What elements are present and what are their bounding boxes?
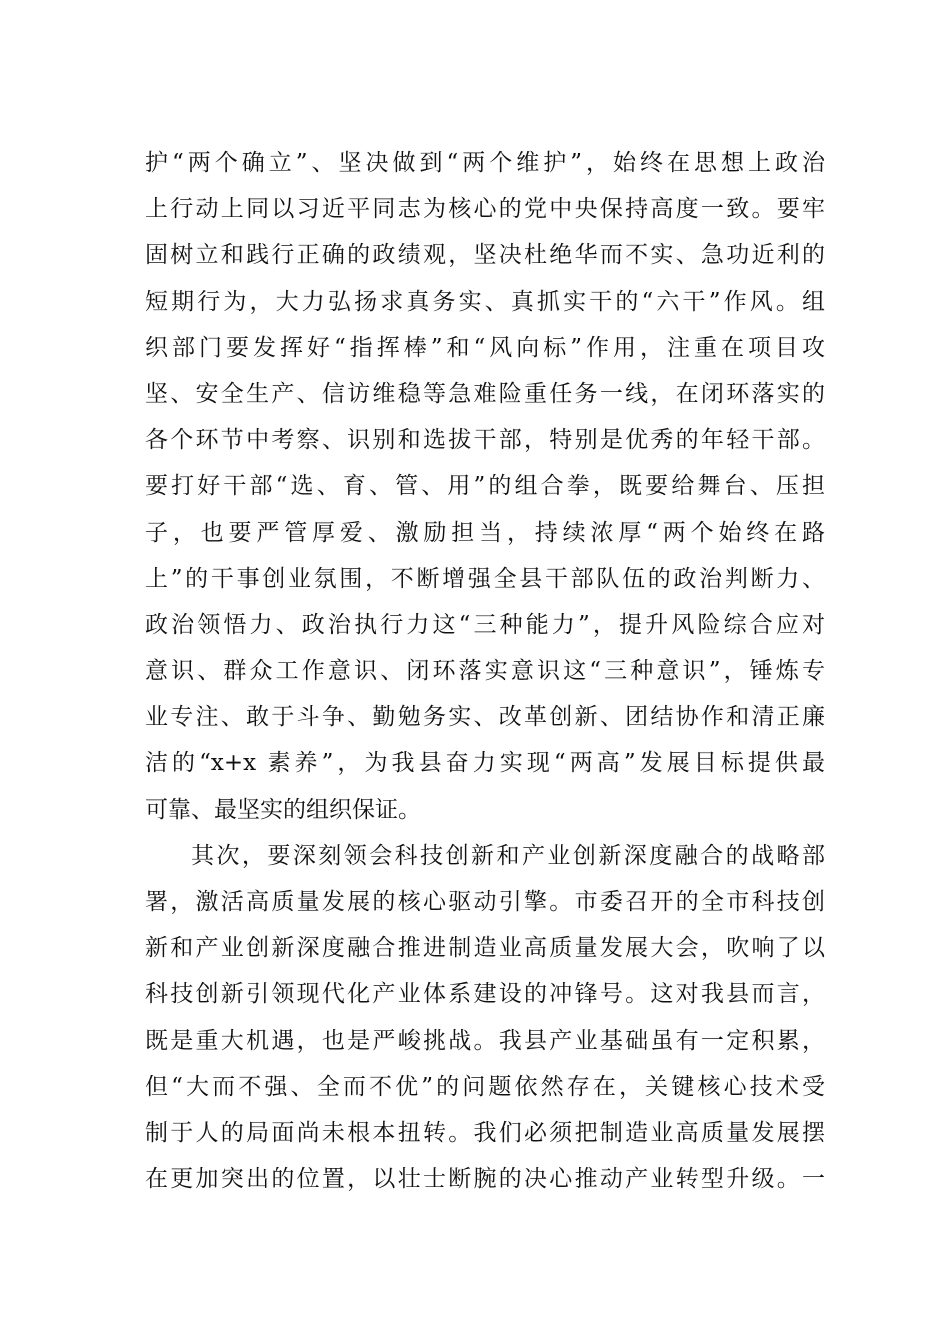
text-line: 上”的干事创业氛围，不断增强全县干部队伍的政治判断力、 bbox=[145, 565, 825, 592]
text-line: 政治领悟力、政治执行力这“三种能力”，提升风险综合应对 bbox=[145, 611, 825, 638]
text-line: 新和产业创新深度融合推进制造业高质量发展大会，吹响了以 bbox=[145, 935, 825, 962]
text-line: 织部门要发挥好“指挥棒”和“风向标”作用，注重在项目攻 bbox=[145, 334, 825, 361]
text-line: 洁的“x+x 素养”，为我县奋力实现“两高”发展目标提供最 bbox=[145, 750, 825, 777]
paragraph-1 bbox=[145, 140, 825, 833]
text-line: 坚、安全生产、信访维稳等急难险重任务一线，在闭环落实的 bbox=[145, 380, 825, 407]
text-line: 制于人的局面尚未根本扭转。我们必须把制造业高质量发展摆 bbox=[145, 1119, 825, 1146]
text-line: 各个环节中考察、识别和选拔干部，特别是优秀的年轻干部。 bbox=[145, 427, 825, 454]
text-line: 科技创新引领现代化产业体系建设的冲锋号。这对我县而言， bbox=[145, 981, 825, 1008]
text-line: 在更加突出的位置，以壮士断腕的决心推动产业转型升级。一 bbox=[145, 1166, 825, 1193]
text-line: 固树立和践行正确的政绩观，坚决杜绝华而不实、急功近利的 bbox=[145, 242, 825, 269]
text-line: 业专注、敢于斗争、勤勉务实、改革创新、团结协作和清正廉 bbox=[145, 704, 825, 731]
text-line: 既是重大机遇，也是严峻挑战。我县产业基础虽有一定积累， bbox=[145, 1027, 825, 1054]
text-line: 要打好干部“选、育、管、用”的组合拳，既要给舞台、压担 bbox=[145, 473, 825, 500]
text-line: 意识、群众工作意识、闭环落实意识这“三种意识”，锤炼专 bbox=[145, 658, 825, 685]
text-line: 短期行为，大力弘扬求真务实、真抓实干的“六干”作风。组 bbox=[145, 288, 825, 315]
text-line: 可靠、最坚实的组织保证。 bbox=[145, 796, 421, 823]
text-line: 但“大而不强、全而不优”的问题依然存在，关键核心技术受 bbox=[145, 1073, 825, 1100]
paragraph-2 bbox=[145, 833, 825, 1203]
text-line: 上行动上同以习近平同志为核心的党中央保持高度一致。要牢 bbox=[145, 196, 825, 223]
text-line: 署，激活高质量发展的核心驱动引擎。市委召开的全市科技创 bbox=[145, 889, 825, 915]
text-line: 护“两个确立”、坚决做到“两个维护”，始终在思想上政治 bbox=[145, 150, 825, 176]
text-line: 其次，要深刻领会科技创新和产业创新深度融合的战略部 bbox=[191, 842, 825, 869]
body-text bbox=[145, 140, 825, 1202]
text-line: 子，也要严管厚爱、激励担当，持续浓厚“两个始终在路 bbox=[145, 519, 825, 546]
